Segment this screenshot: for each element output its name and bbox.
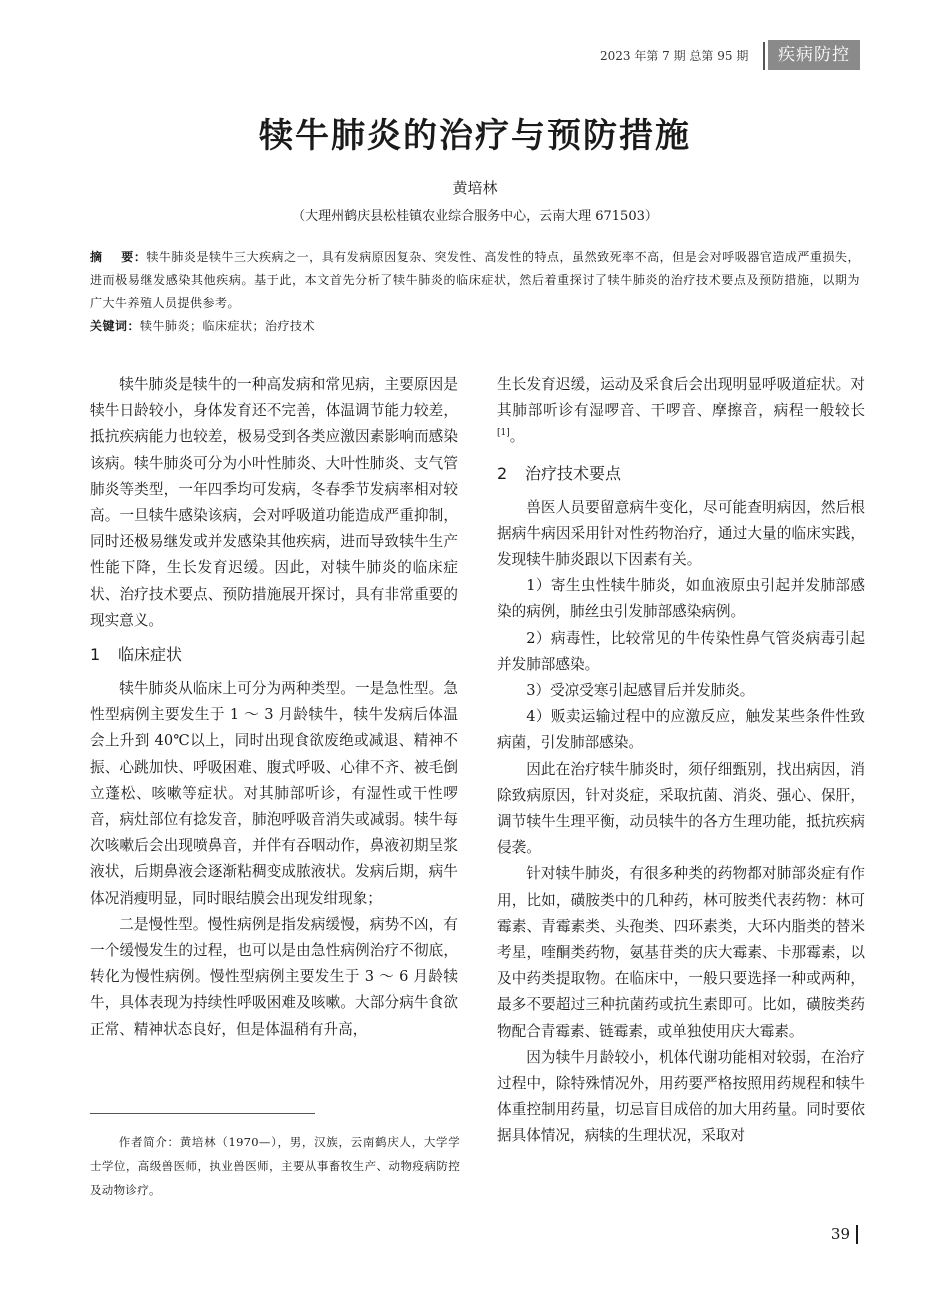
author-footnote	[90, 1130, 460, 1202]
body-paragraph: 因为犊牛月龄较小，机体代谢功能相对较弱，在治疗过程中，除特殊情况外，用药要严格按照用药规程和犊牛体重控制用药量，切忌盲目成倍的加大用药量。同时要依据具体情况，病犊的生理状况，采取对	[497, 1048, 865, 1145]
body-paragraph: 犊牛肺炎从临床上可分为两种类型。一是急性型。急性型病例主要发生于 1 ～ 3 月龄犊牛，犊牛发病后体温会上升到 40℃以上，同时出现食欲废绝或减退、精神不振、心跳加快、呼吸困难、腹式呼吸、心律不齐、被毛倒立蓬松、咳嗽等症状。对其肺部听诊，有湿性或干性啰音，病灶部位有捻发音，肺泡呼吸音消失或减弱。犊牛每次咳嗽后会出现喷鼻音，并伴有吞咽动作，鼻液初期呈浆液状，后期鼻液会逐渐粘稠变成脓液状。发病后期，病牛体况消瘦明显，同时眼结膜会出现发绀现象；	[90, 680, 458, 907]
keywords-label: 关键词：	[90, 319, 141, 333]
list-item: 4）贩卖运输过程中的应激反应，触发某些条件性致病菌，引发肺部感染。	[497, 708, 865, 752]
page-number-rule	[856, 1225, 858, 1244]
list-item: 2）病毒性，比较常见的牛传染性鼻气管炎病毒引起并发肺部感染。	[497, 629, 865, 673]
list-item: 1）寄生虫性犊牛肺炎，如血液原虫引起并发肺部感染的病例，肺丝虫引发肺部感染病例。	[497, 577, 865, 621]
footnote-divider	[90, 1113, 315, 1114]
body-paragraph: 二是慢性型。慢性病例是指发病缓慢，病势不凶，有一个缓慢发生的过程，也可以是由急性病例治疗不彻底，转化为慢性病例。慢性型病例主要发生于 3 ～ 6 月龄犊牛，具体表现为持续性呼吸困难及咳嗽。大部分病牛食欲正常、精神状态良好，但是体温稍有升高，	[90, 915, 458, 1038]
body-paragraph: 因此在治疗犊牛肺炎时，须仔细甄别，找出病因，消除致病原因，针对炎症，采取抗菌、消炎、强心、保肝，调节犊牛生理平衡，动员犊牛的各方生理功能，抵抗疾病侵袭。	[497, 760, 865, 857]
footnote-text: 作者简介：黄培林（1970—），男，汉族，云南鹤庆人，大学学士学位，高级兽医师，执业兽医师，主要从事畜牧生产、动物疫病防控及动物诊疗。	[90, 1135, 460, 1197]
left-column	[90, 372, 458, 1043]
section-badge: 疾病防控	[768, 40, 860, 70]
article-title: 犊牛肺炎的治疗与预防措施	[259, 116, 691, 156]
body-paragraph: 兽医人员要留意病牛变化，尽可能查明病因，然后根据病牛病因采用针对性药物治疗，通过大量的临床实践，发现犊牛肺炎跟以下因素有关。	[497, 498, 865, 569]
page-number: 39	[830, 1225, 850, 1243]
abstract-label: 摘 要：	[90, 250, 147, 264]
section-number: 1	[90, 645, 101, 665]
header-divider	[763, 42, 765, 70]
abstract-text: 犊牛肺炎是犊牛三大疾病之一，具有发病原因复杂、突发性、高发性的特点，虽然致死率不高，但是会对呼吸器官造成严重损失，进而极易继发感染其他疾病。基于此，本文首先分析了犊牛肺炎的临床症状，然后着重探讨了犊牛肺炎的治疗技术要点及预防措施，以期为广大牛养殖人员提供参考。	[90, 250, 860, 310]
citation-ref: [1]	[497, 428, 510, 439]
body-paragraph	[497, 372, 865, 451]
paragraph-text: 生长发育迟缓，运动及采食后会出现明显呼吸道症状。对其肺部听诊有湿啰音、干啰音、摩擦音，病程一般较长	[497, 376, 865, 420]
keywords-text: 犊牛肺炎；临床症状；治疗技术	[140, 319, 316, 333]
list-item: 3）受凉受寒引起感冒后并发肺炎。	[526, 682, 755, 700]
intro-paragraph: 犊牛肺炎是犊牛的一种高发病和常见病，主要原因是犊牛日龄较小，身体发育还不完善，体温调节能力较差，抵抗疾病能力也较差，极易受到各类应激因素影响而感染该病。犊牛肺炎可分为小叶性肺炎、大叶性肺炎、支气管肺炎等类型，一年四季均可发病，冬春季节发病率相对较高。一旦犊牛感染该病，会对呼吸道功能造成严重抑制，同时还极易继发或并发感染其他疾病，进而导致犊牛生产性能下降，生长发育迟缓。因此，对犊牛肺炎的临床症状、治疗技术要点、预防措施展开探讨，具有非常重要的现实意义。	[90, 376, 458, 629]
abstract	[90, 246, 860, 315]
body-paragraph: 针对犊牛肺炎，有很多种类的药物都对肺部炎症有作用，比如，磺胺类中的几种药，林可胺类代表药物：林可霉素、青霉素类、头孢类、四环素类，大环内脂类的替米考星，喹酮类药物，氨基苷类的庆大霉素、卡那霉素，以及中药类提取物。在临床中，一般只要选择一种或两种，最多不要超过三种抗菌药或抗生素即可。比如，磺胺类药物配合青霉素、链霉素，或单独使用庆大霉素。	[497, 865, 865, 1040]
keywords	[90, 316, 860, 336]
issue-info: 2023 年第 7 期 总第 95 期	[600, 49, 749, 63]
section-title: 临床症状	[118, 645, 183, 665]
paragraph-end: 。	[509, 428, 525, 446]
section-heading-2	[497, 459, 865, 489]
section-title: 治疗技术要点	[525, 463, 622, 483]
author-affiliation: （大理州鹤庆县松桂镇农业综合服务中心，云南大理 671503）	[292, 209, 658, 224]
right-column	[497, 372, 865, 1150]
section-number: 2	[497, 463, 508, 483]
author-name: 黄培林	[452, 179, 498, 197]
section-heading-1	[90, 640, 458, 670]
